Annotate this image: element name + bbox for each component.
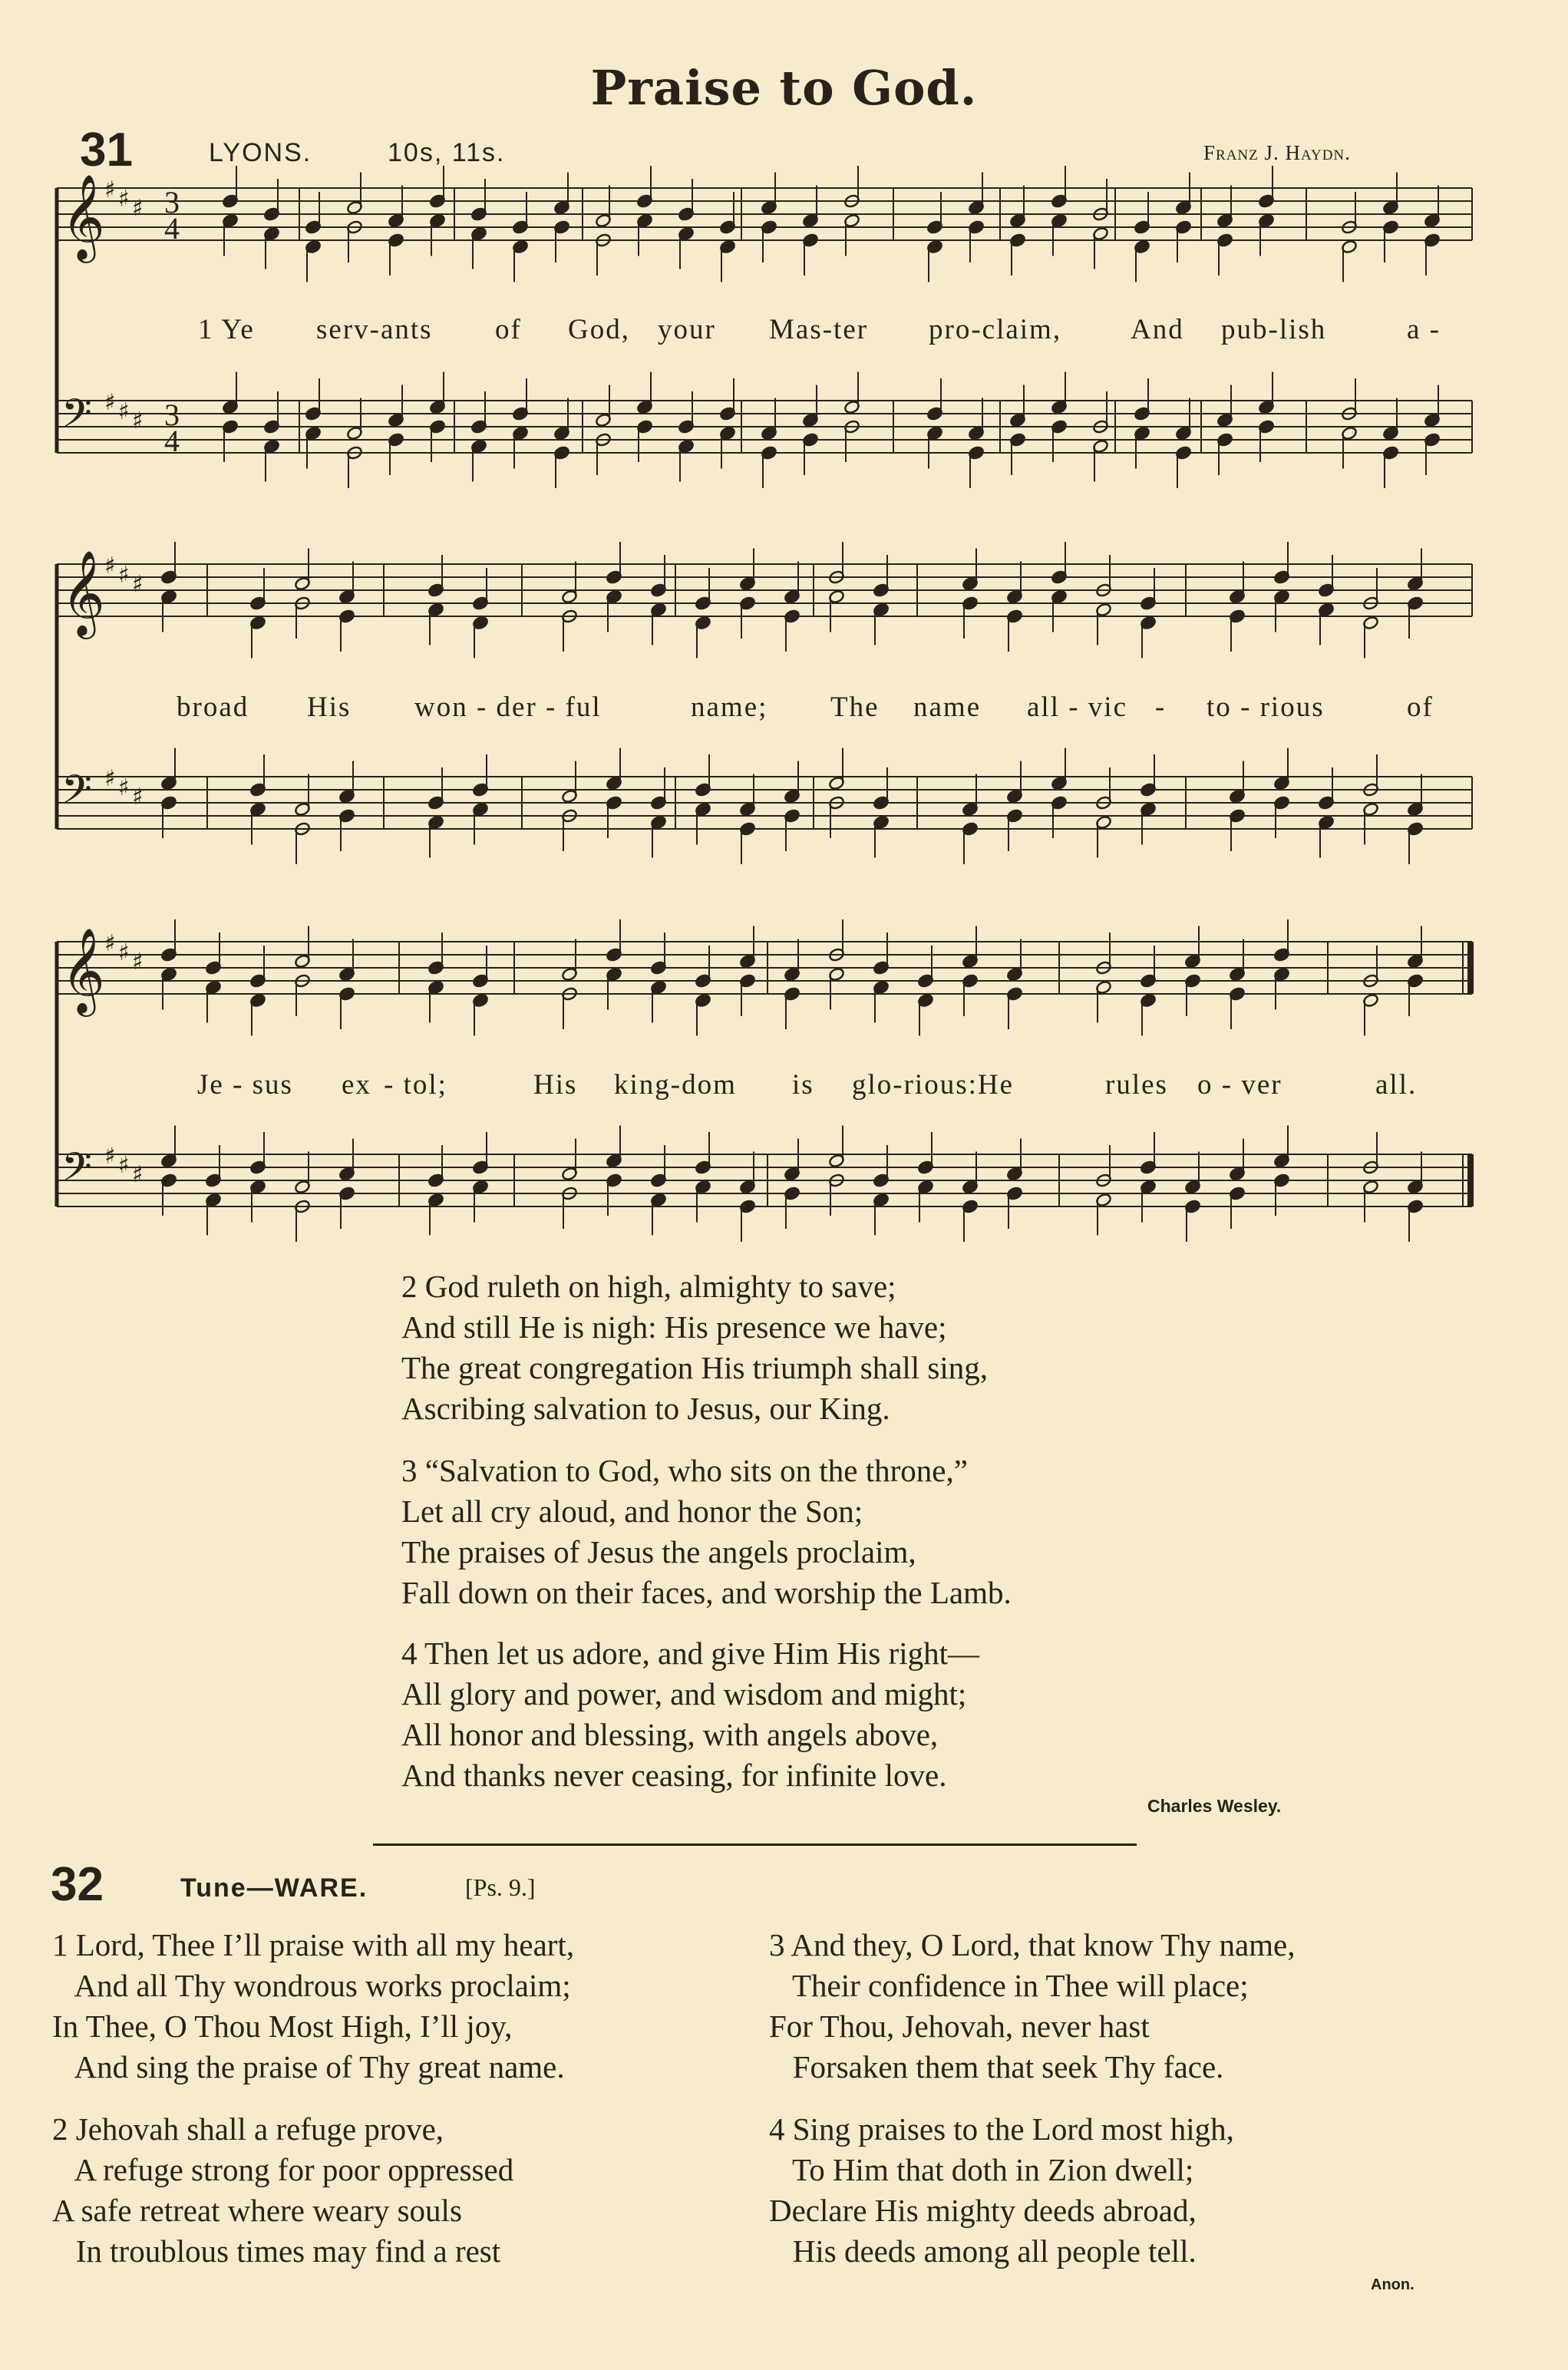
sharp-icon: ♯ bbox=[132, 571, 144, 598]
lyric-syllable: all - vic bbox=[1027, 692, 1128, 723]
lyric-syllable: of bbox=[495, 314, 522, 345]
sharp-icon: ♯ bbox=[118, 398, 130, 425]
hymn-32-number: 32 bbox=[51, 1858, 104, 1911]
lyric-syllable: Je - sus bbox=[197, 1069, 293, 1101]
treble-clef-icon: 𝄞 bbox=[61, 550, 105, 635]
lyric-syllable: glo-rious:He bbox=[852, 1069, 1015, 1101]
sharp-icon: ♯ bbox=[104, 1143, 116, 1170]
lyric-syllable: ex bbox=[342, 1069, 371, 1101]
hymn-31-composer: Franz J. Haydn. bbox=[1203, 141, 1351, 164]
time-signature-bottom: 4 bbox=[164, 211, 180, 246]
page-title: Praise to God. bbox=[590, 60, 978, 116]
lyric-line-1 bbox=[0, 313, 1568, 352]
verse-line: In troublous times may find a rest bbox=[52, 2233, 501, 2269]
hymn-31-verse-3 bbox=[401, 1451, 1012, 1613]
sharp-icon: ♯ bbox=[118, 1152, 130, 1179]
verse-line: For Thou, Jehovah, never hast bbox=[769, 2009, 1150, 2044]
lyric-syllable: name; bbox=[691, 692, 768, 723]
sharp-icon: ♯ bbox=[104, 765, 116, 792]
lyric-syllable: God, bbox=[568, 314, 630, 345]
lyric-syllable: And bbox=[1131, 314, 1184, 345]
verse-line: A safe retreat where weary souls bbox=[52, 2193, 462, 2228]
lyric-line-3 bbox=[0, 1068, 1568, 1107]
lyric-syllable: 1 Ye bbox=[198, 314, 255, 345]
hymn-32-tune: Tune—WARE. bbox=[180, 1873, 368, 1903]
verse-line: And sing the praise of Thy great name. bbox=[52, 2049, 565, 2084]
lyric-syllable: of bbox=[1407, 692, 1434, 723]
hymn-31-author: Charles Wesley. bbox=[1147, 1796, 1282, 1816]
verse-line: And thanks never ceasing, for infinite love. bbox=[401, 1758, 947, 1793]
sharp-icon: ♯ bbox=[118, 939, 130, 966]
hymn-32-verse-2 bbox=[52, 2109, 513, 2272]
verse-line: All honor and blessing, with angels above, bbox=[401, 1717, 939, 1752]
verse-line: 4 Then let us adore, and give Him His right— bbox=[401, 1636, 980, 1671]
hymn-32-verse-1 bbox=[52, 1925, 574, 2088]
verse-line: 3 And they, O Lord, that know Thy name, bbox=[769, 1927, 1296, 1962]
lyric-syllable: serv-ants bbox=[316, 314, 433, 345]
lyric-syllable: name bbox=[913, 692, 982, 723]
verse-line: A refuge strong for poor oppressed bbox=[52, 2152, 514, 2187]
verse-line: Their confidence in Thee will place; bbox=[769, 1968, 1249, 2003]
lyric-syllable: all. bbox=[1375, 1069, 1418, 1101]
hymn-32-psalm-ref: [Ps. 9.] bbox=[465, 1873, 536, 1901]
hymn-31-verse-4 bbox=[401, 1633, 979, 1796]
hymn-32-verse-3 bbox=[769, 1925, 1296, 2088]
lyric-syllable: pro-claim, bbox=[929, 314, 1062, 345]
verse-line: And all Thy wondrous works proclaim; bbox=[52, 1968, 571, 2003]
verse-line: All glory and power, and wisdom and might; bbox=[401, 1676, 967, 1711]
lyric-syllable: His bbox=[533, 1069, 578, 1101]
verse-line: Forsaken them that seek Thy face. bbox=[769, 2049, 1224, 2084]
hymn-31-number: 31 bbox=[80, 124, 133, 177]
final-bar-line bbox=[1467, 1154, 1474, 1206]
lyric-syllable: pub-lish bbox=[1221, 314, 1327, 345]
verse-line: The praises of Jesus the angels proclaim, bbox=[401, 1534, 916, 1570]
time-signature-bottom: 4 bbox=[164, 424, 180, 458]
sharp-icon: ♯ bbox=[104, 177, 116, 203]
treble-clef-icon: 𝄞 bbox=[61, 173, 105, 259]
sharp-icon: ♯ bbox=[118, 562, 130, 589]
lyric-syllable: broad bbox=[177, 692, 249, 723]
hymn-31-verse-2 bbox=[401, 1266, 988, 1429]
lyric-syllable: won - der - ful bbox=[414, 692, 602, 723]
sharp-icon: ♯ bbox=[132, 1161, 144, 1188]
lyric-syllable: - bbox=[1155, 692, 1167, 723]
verse-line: The great congregation His triumph shall sing, bbox=[401, 1350, 989, 1385]
verse-line: 4 Sing praises to the Lord most high, bbox=[769, 2111, 1234, 2147]
verse-line: Declare His mighty deeds abroad, bbox=[769, 2193, 1197, 2228]
bass-clef-icon: 𝄢 bbox=[61, 1144, 92, 1200]
verse-line: In Thee, O Thou Most High, I’ll joy, bbox=[52, 2009, 513, 2044]
final-bar-line bbox=[1467, 942, 1474, 994]
lyric-syllable: king-dom bbox=[614, 1069, 737, 1101]
sharp-icon: ♯ bbox=[104, 389, 116, 416]
sharp-icon: ♯ bbox=[132, 784, 144, 810]
sharp-icon: ♯ bbox=[118, 186, 130, 213]
lyric-syllable: - tol; bbox=[384, 1069, 447, 1101]
sharp-icon: ♯ bbox=[132, 195, 144, 222]
lyric-syllable: your bbox=[658, 314, 716, 345]
time-signature-top: 3 bbox=[164, 398, 180, 432]
verse-line: 2 Jehovah shall a refuge prove, bbox=[52, 2111, 444, 2147]
lyric-line-2 bbox=[0, 691, 1568, 729]
verse-line: Ascribing salvation to Jesus, our King. bbox=[401, 1391, 890, 1426]
lyric-syllable: rules bbox=[1105, 1069, 1168, 1101]
bass-clef-icon: 𝄢 bbox=[61, 766, 92, 822]
verse-line: To Him that doth in Zion dwell; bbox=[769, 2152, 1194, 2187]
lyric-syllable: is bbox=[792, 1069, 814, 1101]
lyric-syllable: a - bbox=[1407, 314, 1441, 345]
verse-line: Fall down on their faces, and worship the Lamb. bbox=[401, 1575, 1012, 1610]
lyric-syllable: His bbox=[307, 692, 352, 723]
bass-clef-icon: 𝄢 bbox=[61, 390, 92, 446]
verse-line: Let all cry aloud, and honor the Son; bbox=[401, 1494, 863, 1529]
hymn-32-verse-4 bbox=[769, 2109, 1234, 2272]
lyric-syllable: The bbox=[830, 692, 880, 723]
sharp-icon: ♯ bbox=[104, 930, 116, 957]
sharp-icon: ♯ bbox=[104, 553, 116, 579]
sharp-icon: ♯ bbox=[132, 408, 144, 434]
verse-line: 3 “Salvation to God, who sits on the throne,” bbox=[401, 1453, 968, 1488]
lyric-syllable: to - rious bbox=[1207, 692, 1325, 723]
verse-line: His deeds among all people tell. bbox=[769, 2233, 1197, 2269]
verse-line: 1 Lord, Thee I’ll praise with all my heart, bbox=[52, 1927, 575, 1962]
lyric-syllable: Mas-ter bbox=[769, 314, 869, 345]
verse-line: And still He is nigh: His presence we have; bbox=[401, 1309, 947, 1345]
hymn-31-tune-name: LYONS. bbox=[209, 138, 312, 167]
section-divider bbox=[373, 1844, 1137, 1846]
treble-clef-icon: 𝄞 bbox=[61, 927, 105, 1013]
lyric-syllable: o - ver bbox=[1197, 1069, 1282, 1101]
time-signature-top: 3 bbox=[164, 185, 180, 220]
sharp-icon: ♯ bbox=[118, 774, 130, 801]
hymn-31-meter: 10s, 11s. bbox=[388, 138, 506, 167]
sharp-icon: ♯ bbox=[132, 949, 144, 975]
hymn-32-author: Anon. bbox=[1371, 2276, 1415, 2293]
verse-line: 2 God ruleth on high, almighty to save; bbox=[401, 1269, 896, 1304]
